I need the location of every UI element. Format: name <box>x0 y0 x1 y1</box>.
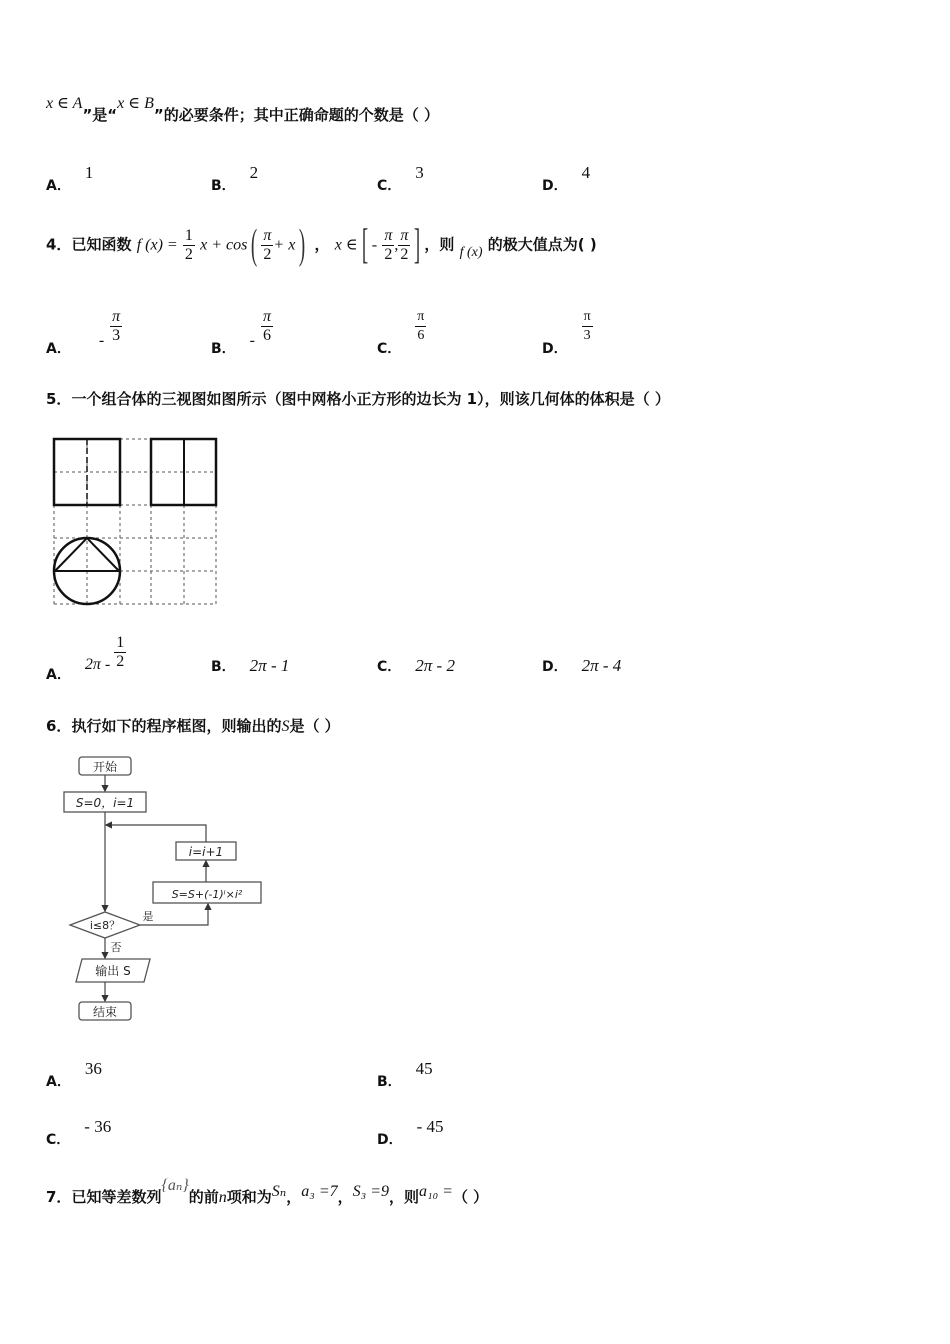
flow-yes-label: 是 <box>142 910 154 923</box>
q6-var-s: S <box>281 718 290 735</box>
q4-option-c[interactable]: C． $\frac{\pi}{6}$ <box>377 309 425 357</box>
flow-output-label: 输出 S <box>95 964 131 978</box>
func-half-frac: $\frac{1}{2}$ <box>184 226 193 263</box>
q4-option-a[interactable]: A． - $\frac{\pi}{3}$ <box>46 308 121 357</box>
expr-x-in-a: x ∈ A <box>46 95 83 112</box>
flow-cond-label: i≤8？ <box>89 919 121 932</box>
bracket-right: ] <box>414 222 421 268</box>
q6-option-d[interactable]: D．- 45 <box>377 1117 444 1148</box>
expr-x-in-b: x ∈ B <box>117 95 154 112</box>
q6-text: 执行如下的程序框图，则输出的 <box>71 717 282 735</box>
paren-left: ( <box>251 222 258 268</box>
q3-option-d[interactable]: D．4 <box>542 163 591 194</box>
q5-option-c[interactable]: C． 2π - 2 <box>377 656 455 675</box>
dashed-grid <box>54 439 216 604</box>
domain-b-frac: $\frac{\pi}{2}$ <box>400 226 409 263</box>
q7-a10: a₁₀ = <box>419 1183 453 1200</box>
paren-frac: $\frac{\pi}{2}$ <box>263 226 272 263</box>
q7-a3: a₃ =7 <box>301 1183 338 1200</box>
q4-text-3: 的极大值点为( ) <box>487 235 597 254</box>
q7-sep1: ， <box>286 1188 302 1206</box>
q7-sn: Sₙ <box>271 1183 287 1200</box>
domain-var: x ∈ <box>334 236 358 254</box>
paren-right: ) <box>299 222 306 268</box>
flow-update-s-label: S=S+(-1)ⁱ×i² <box>171 888 243 901</box>
q7-sep2: ， <box>337 1188 353 1206</box>
q4-text: 已知函数 <box>71 235 132 254</box>
flowchart <box>60 752 275 1027</box>
q6-text-2: 是（ ） <box>289 717 340 735</box>
q5-option-d[interactable]: D． 2π - 4 <box>542 656 622 675</box>
q7-text-4: ，则 <box>389 1188 420 1206</box>
q5-text: 一个组合体的三视图如图所示（图中网格小正方形的边长为 1），则该几何体的体积是（ ） <box>71 390 670 408</box>
q4-option-b[interactable]: B． - $\frac{\pi}{6}$ <box>211 308 272 357</box>
flow-start-label: 开始 <box>92 760 118 774</box>
q7-text-5: （ ） <box>452 1188 489 1206</box>
q6-option-c[interactable]: C．- 36 <box>46 1117 112 1148</box>
q5-stem <box>46 388 670 409</box>
q7-stem <box>46 1177 489 1207</box>
bracket-left: [ <box>361 222 368 268</box>
q3-option-a[interactable]: A．1 <box>46 163 94 194</box>
q3-text-rest: ”的必要条件；其中正确命题的个数是（ ） <box>153 106 439 124</box>
q3-option-b[interactable]: B．2 <box>211 163 259 194</box>
q3-tail-line <box>46 95 439 125</box>
func-lhs: f (x) = <box>136 236 178 254</box>
q4-comma: ， <box>314 235 330 254</box>
q5-option-b[interactable]: B． 2π - 1 <box>211 656 290 675</box>
q4-stem <box>46 224 597 267</box>
q6-stem <box>46 715 340 736</box>
flow-update-i-label: i=i+1 <box>188 845 224 859</box>
q7-text-2: 的前 <box>188 1188 219 1206</box>
q5-number: 5． <box>46 390 72 408</box>
q6-number: 6． <box>46 717 72 735</box>
flow-init-label: S=0，i=1 <box>75 796 135 810</box>
q4-number: 4． <box>46 235 72 254</box>
q6-option-b[interactable]: B．45 <box>377 1059 433 1090</box>
domain-comma: , <box>394 236 399 254</box>
q7-n: n <box>218 1189 227 1206</box>
three-view-figure <box>50 436 220 608</box>
fx: f (x) <box>459 244 483 260</box>
paren-tail: + x <box>273 236 296 254</box>
q5-option-a[interactable]: A．2π - $\frac{1}{2}$ <box>46 634 125 683</box>
q3-text-mid: ”是“ <box>82 106 118 124</box>
q6-option-a[interactable]: A．36 <box>46 1059 102 1090</box>
q4-option-d[interactable]: D． $\frac{\pi}{3}$ <box>542 309 591 357</box>
q4-text-2: ，则 <box>424 235 455 254</box>
q7-text-1: 已知等差数列 <box>71 1188 162 1206</box>
flow-end-label: 结束 <box>92 1005 118 1019</box>
q3-option-c[interactable]: C．3 <box>377 163 424 194</box>
flow-no-label: 否 <box>110 941 122 954</box>
seq-an: {aₙ} <box>161 1177 189 1194</box>
domain-minus: - <box>371 236 378 254</box>
func-mid: x + cos <box>200 236 248 254</box>
domain-a-frac: $\frac{\pi}{2}$ <box>384 226 393 263</box>
q7-s3: S₃ =9 <box>352 1183 390 1200</box>
q7-number: 7． <box>46 1188 72 1206</box>
q7-text-3: 项和为 <box>226 1188 272 1206</box>
